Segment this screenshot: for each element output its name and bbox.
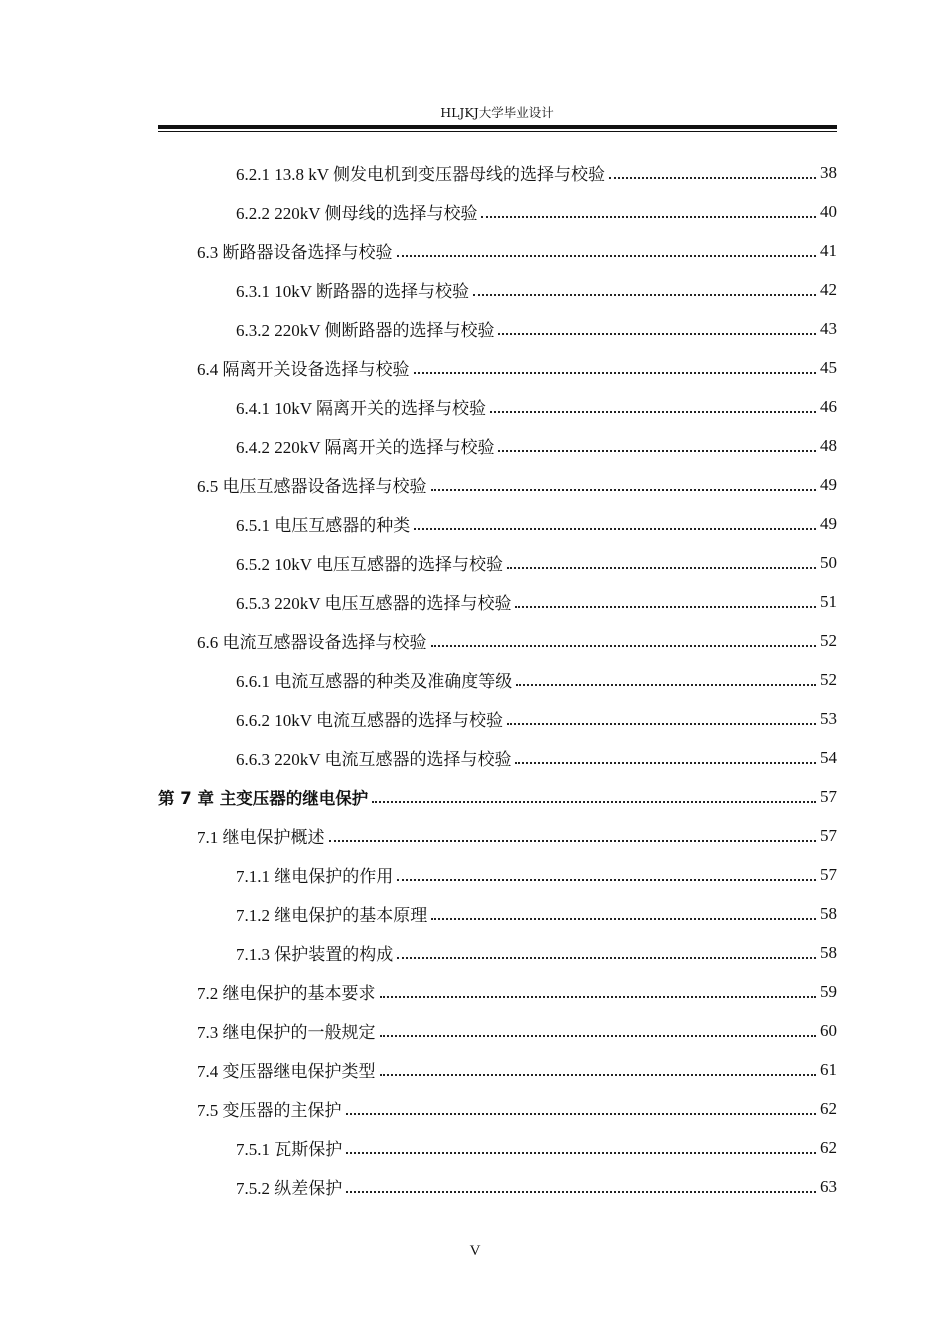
toc-entry-title: 6.6.2 10kV 电流互感器的选择与校验 [236,711,503,730]
toc-entry-title: 6.4 隔离开关设备选择与校验 [197,360,410,379]
dot-leader [414,527,816,530]
toc-entry-page: 51 [820,591,837,611]
dot-leader [380,1034,817,1037]
dot-leader [515,761,816,764]
toc-entry-page: 42 [820,279,837,299]
toc-entry-title: 7.2 继电保护的基本要求 [197,984,376,1003]
toc-entry-title: 7.4 变压器继电保护类型 [197,1062,376,1081]
toc-entry[interactable] [236,699,837,738]
dot-leader [490,410,816,413]
toc-entry[interactable] [236,543,837,582]
toc-entry-page: 48 [820,435,837,455]
toc-entry-title: 6.6 电流互感器设备选择与校验 [197,633,427,652]
dot-leader [507,722,816,725]
toc-entry-page: 50 [820,552,837,572]
toc-entry-page: 45 [820,357,837,377]
toc-entry[interactable] [197,1050,837,1089]
toc-entry-page: 62 [820,1098,837,1118]
dot-leader [414,371,817,374]
toc-entry[interactable] [236,270,837,309]
dot-leader [397,254,817,257]
toc-entry-title: 6.6.3 220kV 电流互感器的选择与校验 [236,750,512,769]
dot-leader [609,176,816,179]
dot-leader [515,605,816,608]
toc-entry-page: 46 [820,396,837,416]
toc-entry[interactable] [197,1011,837,1050]
toc-entry[interactable] [197,816,837,855]
toc-entry[interactable] [197,465,837,504]
toc-entry-page: 61 [820,1059,837,1079]
toc-entry[interactable] [236,192,837,231]
dot-leader [507,566,816,569]
dot-leader [329,839,817,842]
running-header: HLJKJ大学毕业设计 [440,105,554,120]
toc-entry[interactable] [236,738,837,777]
toc-entry[interactable] [197,1089,837,1128]
toc-entry[interactable] [236,933,837,972]
toc-entry[interactable] [236,855,837,894]
page-number: V [469,1243,481,1259]
dot-leader [431,644,817,647]
dot-leader [431,917,816,920]
toc-entry-page: 40 [820,201,837,221]
dot-leader [431,488,817,491]
toc-entry[interactable] [236,582,837,621]
toc-entry[interactable] [236,660,837,699]
toc-entry[interactable] [236,1167,837,1206]
toc-entry-title: 7.1.3 保护装置的构成 [236,945,394,964]
toc-entry-title: 7.1.1 继电保护的作用 [236,867,394,886]
dot-leader [397,956,816,959]
dot-leader [516,683,816,686]
toc-entry-title: 7.3 继电保护的一般规定 [197,1023,376,1042]
toc-entry-title: 6.5.3 220kV 电压互感器的选择与校验 [236,594,512,613]
toc-entry[interactable] [197,348,837,387]
toc-entry[interactable] [236,153,837,192]
toc-entry-page: 38 [820,162,837,182]
toc-entry-page: 49 [820,474,837,494]
toc-entry[interactable] [197,231,837,270]
toc-entry-page: 59 [820,981,837,1001]
toc-entry-page: 41 [820,240,837,260]
toc-entry-title: 6.4.1 10kV 隔离开关的选择与校验 [236,399,486,418]
toc-entry-page: 57 [820,864,837,884]
dot-leader [481,215,816,218]
toc-entry-page: 57 [820,786,837,806]
dot-leader [473,293,816,296]
toc-entry-title: 7.1 继电保护概述 [197,828,325,847]
toc-entry[interactable] [236,387,837,426]
toc-entry-title: 6.5 电压互感器设备选择与校验 [197,477,427,496]
toc-entry-page: 53 [820,708,837,728]
toc-entry-title: 6.3 断路器设备选择与校验 [197,243,393,262]
dot-leader [397,878,816,881]
toc-entry-page: 60 [820,1020,837,1040]
toc-entry-page: 63 [820,1176,837,1196]
dot-leader [346,1112,817,1115]
dot-leader [372,800,816,803]
toc-entry-title: 7.5.2 纵差保护 [236,1179,343,1198]
dot-leader [346,1151,816,1154]
toc-entry-title: 6.6.1 电流互感器的种类及准确度等级 [236,672,513,691]
dot-leader [380,1073,817,1076]
toc-entry-title: 6.5.2 10kV 电压互感器的选择与校验 [236,555,503,574]
toc-entry-page: 58 [820,903,837,923]
toc-entry[interactable] [236,426,837,465]
dot-leader [498,449,816,452]
toc-entry-page: 52 [820,669,837,689]
toc-entry-title: 6.4.2 220kV 隔离开关的选择与校验 [236,438,495,457]
toc-entry-page: 52 [820,630,837,650]
toc-entry-page: 57 [820,825,837,845]
toc-entry[interactable] [158,777,837,816]
dot-leader [380,995,817,998]
toc-entry-page: 58 [820,942,837,962]
header-rule-thin [158,131,837,132]
toc-entry-title: 6.2.1 13.8 kV 侧发电机到变压器母线的选择与校验 [236,165,605,184]
dot-leader [498,332,816,335]
toc-entry-title: 7.5 变压器的主保护 [197,1101,342,1120]
toc-entry-title: 第 7 章 主变压器的继电保护 [158,788,369,808]
toc-entry[interactable] [236,1128,837,1167]
toc-entry-title: 6.2.2 220kV 侧母线的选择与校验 [236,204,478,223]
toc-entry[interactable] [236,309,837,348]
toc-entry-page: 54 [820,747,837,767]
toc-entry[interactable] [236,894,837,933]
toc-entry-page: 62 [820,1137,837,1157]
toc-entry[interactable] [236,504,837,543]
header-rule-thick [158,125,837,129]
toc-entry-page: 49 [820,513,837,533]
toc-entry-title: 6.3.1 10kV 断路器的选择与校验 [236,282,469,301]
toc-entry-title: 6.3.2 220kV 侧断路器的选择与校验 [236,321,495,340]
toc-entry-page: 43 [820,318,837,338]
dot-leader [346,1190,816,1193]
toc-entry[interactable] [197,621,837,660]
toc-entry-title: 7.5.1 瓦斯保护 [236,1140,343,1159]
toc-entry-title: 7.1.2 继电保护的基本原理 [236,906,428,925]
toc-entry-title: 6.5.1 电压互感器的种类 [236,516,411,535]
toc-entry[interactable] [197,972,837,1011]
